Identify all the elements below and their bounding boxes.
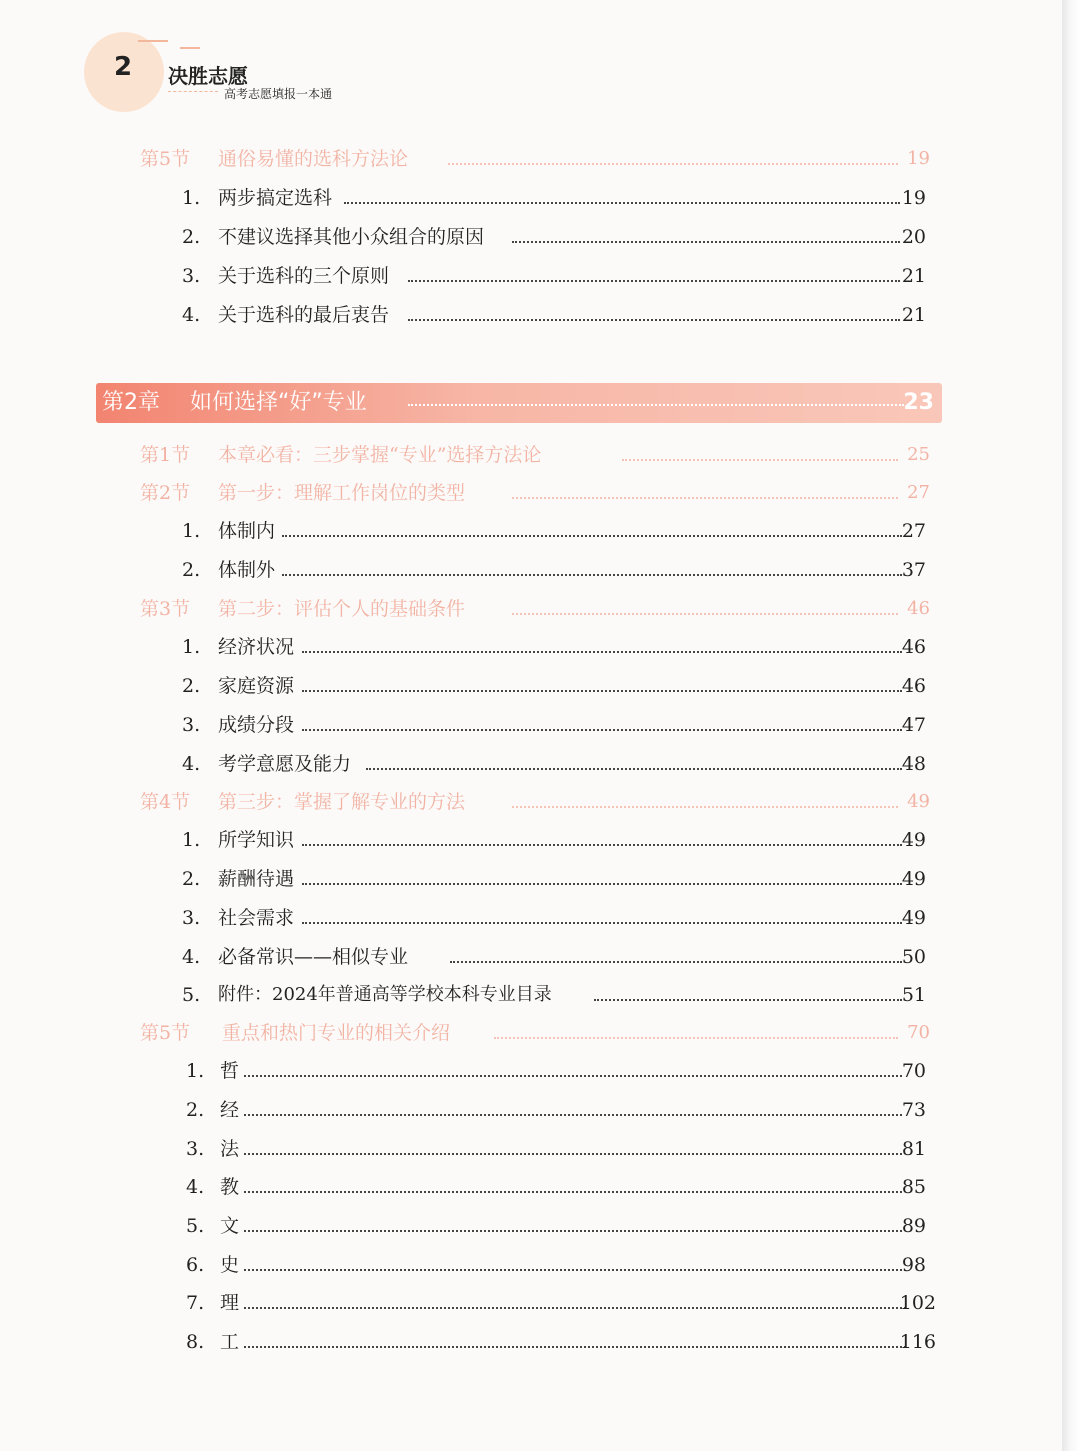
toc-item[interactable] (0, 300, 1062, 330)
item-number: 4. (182, 304, 201, 326)
leader-dots (244, 1346, 906, 1348)
header-deco-line (180, 47, 200, 49)
item-page: 73 (901, 1099, 926, 1121)
section-title: 本章必看：三步掌握“专业”选择方法论 (218, 444, 542, 466)
item-number: 4. (182, 946, 201, 968)
toc-item[interactable] (0, 749, 1062, 779)
leader-dots (450, 961, 902, 963)
toc-item[interactable] (0, 1288, 1062, 1318)
header-deco-line (138, 40, 168, 42)
item-number: 2. (186, 1099, 205, 1121)
chapter-label: 第2章 (102, 390, 160, 415)
item-title: 关于选科的三个原则 (218, 265, 390, 287)
section-title: 通俗易懂的选科方法论 (218, 148, 409, 170)
section-label: 第4节 (140, 791, 191, 813)
item-page: 37 (901, 559, 926, 581)
section-label: 第1节 (140, 444, 191, 466)
item-title: 所学知识 (218, 829, 295, 851)
item-page: 51 (901, 984, 926, 1006)
section-page: 46 (907, 598, 930, 619)
section-page: 27 (907, 482, 930, 503)
item-number: 2. (182, 868, 201, 890)
toc-section-4[interactable] (0, 787, 1062, 817)
leader-dots (408, 280, 900, 282)
section-label: 第2节 (140, 482, 191, 504)
leader-dots (302, 844, 902, 846)
toc-item[interactable] (0, 903, 1062, 933)
item-title: 史 (220, 1254, 240, 1276)
item-page: 49 (901, 907, 926, 929)
item-number: 5. (186, 1215, 205, 1237)
leader-dots (244, 1269, 902, 1271)
toc-item[interactable] (0, 1172, 1062, 1202)
section-title: 重点和热门专业的相关介绍 (222, 1022, 451, 1044)
item-title: 必备常识——相似专业 (218, 946, 409, 968)
toc-item[interactable] (0, 516, 1062, 546)
item-number: 3. (182, 265, 201, 287)
item-page: 46 (901, 675, 926, 697)
leader-dots (366, 768, 902, 770)
page-number: 2 (113, 52, 133, 82)
item-title: 经 (220, 1099, 240, 1121)
toc-section-5a[interactable] (0, 144, 1062, 174)
leader-dots (282, 535, 902, 537)
item-number: 1. (182, 520, 201, 542)
item-number: 3. (186, 1138, 205, 1160)
leader-dots (244, 1230, 902, 1232)
toc-item[interactable] (0, 632, 1062, 662)
item-title: 经济状况 (218, 636, 295, 658)
item-title: 工 (220, 1331, 240, 1353)
leader-dots (302, 690, 902, 692)
item-title: 社会需求 (218, 907, 295, 929)
item-number: 1. (182, 187, 201, 209)
item-page: 116 (899, 1331, 936, 1353)
item-number: 6. (186, 1254, 205, 1276)
item-title: 教 (220, 1176, 240, 1198)
toc-item[interactable] (0, 1327, 1062, 1357)
item-number: 3. (182, 907, 201, 929)
leader-dots (494, 1037, 898, 1039)
leader-dots (244, 1307, 906, 1309)
leader-dots (448, 163, 898, 165)
section-page: 19 (907, 148, 930, 169)
leader-dots (512, 497, 898, 499)
item-number: 1. (182, 829, 201, 851)
item-page: 50 (901, 946, 926, 968)
section-title: 第三步：掌握了解专业的方法 (218, 791, 466, 813)
leader-dots (244, 1114, 902, 1116)
header-deco-dash (168, 91, 218, 93)
item-page: 19 (901, 187, 926, 209)
toc-item[interactable] (0, 1134, 1062, 1164)
leader-dots (512, 806, 898, 808)
item-number: 8. (186, 1331, 205, 1353)
item-page: 89 (901, 1215, 926, 1237)
section-label: 第5节 (140, 1022, 191, 1044)
item-title: 体制外 (218, 559, 276, 581)
toc-item[interactable] (0, 825, 1062, 855)
item-page: 21 (901, 304, 926, 326)
item-title: 薪酬待遇 (218, 868, 295, 890)
item-number: 2. (182, 675, 201, 697)
leader-dots (622, 459, 898, 461)
toc-item[interactable] (0, 864, 1062, 894)
leader-dots (408, 319, 900, 321)
leader-dots (302, 922, 902, 924)
item-number: 3. (182, 714, 201, 736)
chapter-2-bar[interactable] (96, 383, 942, 423)
toc-item[interactable] (0, 942, 1062, 972)
toc-item[interactable] (0, 1211, 1062, 1241)
section-page: 70 (907, 1022, 930, 1043)
toc-item[interactable] (0, 261, 1062, 291)
item-title: 附件：2024年普通高等学校本科专业目录 (218, 984, 552, 1005)
section-page: 49 (907, 791, 930, 812)
toc-item[interactable] (0, 183, 1062, 213)
item-page: 27 (901, 520, 926, 542)
item-title: 成绩分段 (218, 714, 295, 736)
item-page: 85 (901, 1176, 926, 1198)
leader-dots (594, 999, 902, 1001)
leader-dots (282, 574, 902, 576)
leader-dots (244, 1191, 902, 1193)
item-title: 哲 (220, 1060, 240, 1082)
item-number: 7. (186, 1292, 205, 1314)
toc-item[interactable] (0, 980, 1062, 1010)
toc-item[interactable] (0, 555, 1062, 585)
section-page: 25 (907, 444, 930, 465)
section-label: 第3节 (140, 598, 191, 620)
item-page: 49 (901, 829, 926, 851)
item-page: 20 (901, 226, 926, 248)
toc-section-5b[interactable] (0, 1018, 1062, 1048)
book-subtitle: 高考志愿填报一本通 (224, 87, 333, 101)
item-page: 21 (901, 265, 926, 287)
leader-dots (302, 729, 902, 731)
leader-dots (512, 241, 900, 243)
item-number: 4. (182, 753, 201, 775)
item-title: 两步搞定选科 (218, 187, 333, 209)
leader-dots (512, 613, 898, 615)
item-title: 法 (220, 1138, 240, 1160)
section-title: 第一步：理解工作岗位的类型 (218, 482, 466, 504)
item-number: 4. (186, 1176, 205, 1198)
item-page: 81 (901, 1138, 926, 1160)
item-page: 49 (901, 868, 926, 890)
toc-item[interactable] (0, 1250, 1062, 1280)
item-page: 102 (899, 1292, 936, 1314)
item-title: 家庭资源 (218, 675, 295, 697)
book-title: 决胜志愿 (168, 64, 248, 88)
chapter-page: 23 (903, 390, 934, 415)
item-page: 46 (901, 636, 926, 658)
leader-dots (244, 1075, 902, 1077)
leader-dots (244, 1153, 902, 1155)
page-edge (1062, 0, 1080, 1451)
item-page: 47 (901, 714, 926, 736)
leader-dots (302, 883, 902, 885)
toc-item[interactable] (0, 1095, 1062, 1125)
item-title: 考学意愿及能力 (218, 753, 352, 775)
item-title: 理 (220, 1292, 240, 1314)
toc-item[interactable] (0, 710, 1062, 740)
toc-section-3[interactable] (0, 594, 1062, 624)
toc-section-1[interactable] (0, 440, 1062, 470)
leader-dots (302, 651, 902, 653)
toc-item[interactable] (0, 222, 1062, 252)
item-title: 体制内 (218, 520, 276, 542)
item-page: 70 (901, 1060, 926, 1082)
item-number: 1. (182, 636, 201, 658)
leader-dots (408, 404, 904, 406)
toc-item[interactable] (0, 1056, 1062, 1086)
chapter-title: 如何选择“好”专业 (190, 390, 367, 415)
item-number: 5. (182, 984, 201, 1006)
section-title: 第二步：评估个人的基础条件 (218, 598, 466, 620)
item-title: 文 (220, 1215, 240, 1237)
item-title: 关于选科的最后衷告 (218, 304, 390, 326)
section-label: 第5节 (140, 148, 191, 170)
leader-dots (344, 202, 900, 204)
item-number: 2. (182, 226, 201, 248)
item-number: 1. (186, 1060, 205, 1082)
item-page: 48 (901, 753, 926, 775)
toc-section-2[interactable] (0, 478, 1062, 508)
toc-item[interactable] (0, 671, 1062, 701)
item-title: 不建议选择其他小众组合的原因 (218, 226, 485, 248)
item-page: 98 (901, 1254, 926, 1276)
item-number: 2. (182, 559, 201, 581)
